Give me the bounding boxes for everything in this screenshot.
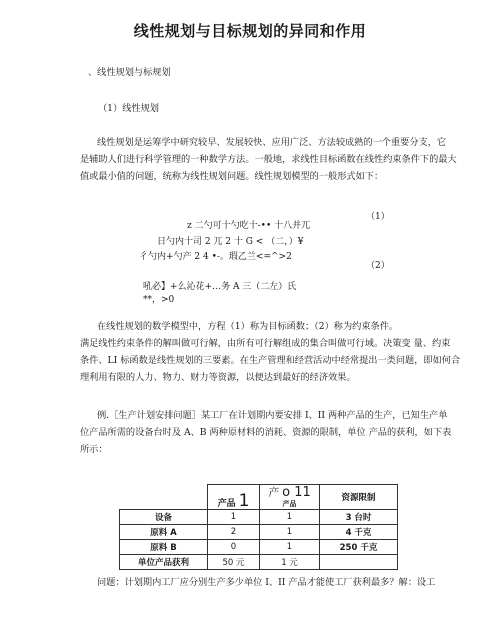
cell-product-2: 1	[260, 525, 320, 540]
header-number: o 11	[282, 485, 311, 500]
explanation-line: 在线性规划的数学模型中，方程（1）称为目标函数；（2）称为约束条件。	[97, 321, 399, 332]
header-label: 产	[268, 486, 280, 499]
table-header-product-2	[260, 485, 320, 510]
table-row	[120, 525, 398, 540]
equation-label: （1）	[366, 212, 390, 222]
intro-line: 值或最小值的问题，统称为线性规划问题。线性规划模型的一般形式如下：	[80, 171, 384, 182]
cell-product-1: 50 元	[208, 555, 260, 570]
section-heading: 、线性规划与标规划	[88, 67, 171, 78]
cell-product-1: 0	[208, 540, 260, 555]
cell-product-1: 2	[208, 525, 260, 540]
intro-line: 线性规划是运筹学中研究较早、发展较快、应用广泛、方法较成熟的一个重要分支，它	[97, 137, 447, 148]
table-row	[120, 555, 398, 570]
header-sublabel: 产品	[282, 500, 297, 508]
cell-limit	[320, 555, 398, 570]
cell-product-1: 1	[208, 510, 260, 525]
example-line: 位产品所需的设备台时及 A、B 两种原材料的消耗、资源的限制，单位 产品的获利，如下表	[80, 427, 452, 438]
intro-line: 是辅助人们进行科学管理的一种数学方法。一般地，求线性目标函数在线性约束条件下的最大	[80, 154, 457, 165]
formula-line: 彳勺内+勺产 2 4 •-。瑕乙兰<=^>2	[139, 252, 292, 262]
resource-table	[119, 484, 398, 570]
example-line: 例.［生产计划安排问题］某工厂在计划期内要安排 I、II 两种产品的生产，已知生产单	[97, 410, 448, 421]
subsection-heading: （1）线性规划	[98, 103, 159, 114]
header-label: 产品	[217, 499, 236, 509]
table-header-product-1	[208, 485, 260, 510]
equation-label: （2）	[366, 261, 390, 271]
row-label: 原料 A	[120, 525, 208, 540]
example-line: 所示：	[80, 444, 108, 455]
formula-line: **，>0	[143, 295, 175, 305]
row-label: 原料 B	[120, 540, 208, 555]
formula-line: 日勺内十司 2 兀 2 十 G < （二，）¥	[157, 237, 304, 247]
question-line: 问题：计划期内工厂应分别生产多少单位 I、II 产品才能使工厂获利最多？解：设工	[97, 577, 436, 588]
formula-line: z 二勺可十勺吃十-•• 十八并兀	[187, 221, 311, 231]
table-row	[120, 540, 398, 555]
cell-product-2: 1 元	[260, 555, 320, 570]
cell-limit: 4 千克	[320, 525, 398, 540]
cell-limit: 250 千克	[320, 540, 398, 555]
row-label: 设备	[120, 510, 208, 525]
explanation-line: 满足线性约束条件的解叫做可行解，由所有可行解组成的集合叫做可行域。决策变 量、约束	[80, 338, 451, 349]
cell-product-2: 1	[260, 510, 320, 525]
table-header-row	[120, 485, 398, 510]
explanation-line: 条件、LI 标函数是线性规划的三要素。在生产管理和经营活动中经常提出一类问题，即如何合	[80, 355, 461, 366]
header-number: 1	[238, 491, 250, 511]
document-title: 线性规划与目标规划的异同和作用	[133, 22, 367, 40]
table-header-resource-limit: 资源限制	[320, 485, 398, 510]
row-label: 单位产品获利	[120, 555, 208, 570]
cell-limit: 3 台时	[320, 510, 398, 525]
cell-product-2: 1	[260, 540, 320, 555]
explanation-line: 理利用有限的人力、物力、财力等资源，以便达到最好的经济效果。	[80, 372, 356, 383]
table-row	[120, 510, 398, 525]
formula-line: 吼必】+么沁花+…务 A 三（二左）氏	[143, 282, 297, 292]
table-header-empty	[120, 485, 208, 510]
